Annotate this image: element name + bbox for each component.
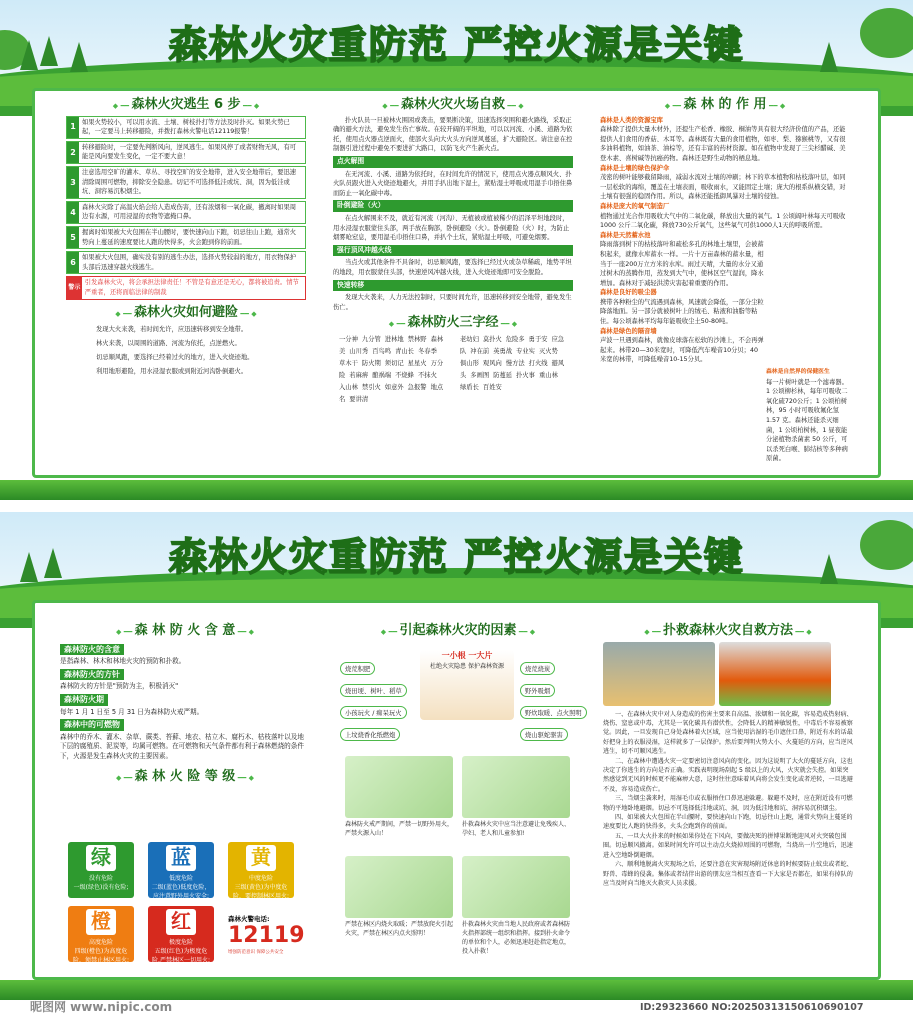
- causes-heading: ◆ ━━ 引起森林火灾的因素 ━━ ◆: [333, 626, 583, 638]
- role-item-title: 森林是土壤的绿色保护伞: [600, 164, 670, 172]
- meaning-item-text: 每年 1 月 1 日至 5 月 31 日为森林防火戒严期。: [60, 707, 204, 716]
- selfsave-section: [333, 98, 573, 406]
- cause-label: 野炊取暖、点火照明: [520, 706, 587, 719]
- escape-step: [66, 201, 306, 224]
- warning-label: 警示: [67, 277, 82, 298]
- fight-paragraph: 一、在森林火灾中对人身造成的伤害主要来自高温、浓烟和一氧化碳，容易造成热射病、烧伤、窒息或中毒，尤其是一氧化碳具有潜伏性，会降低人的精神敏锐性，中毒后不容易被察觉。因此，一旦发现自己身处森林着火区域，应当使用沾湿的毛巾遮住口鼻，附近有水的话最好把身上的衣服浸湿，这样就多了一层保护。然后要判明火势大小、火蔓延的方向，应当逆风逃生，切不可顺风逃生。: [603, 710, 853, 756]
- step-text: 注意选用空旷的灌木、草丛、寻找空旷的安全地带，进入安全地带后，要迅速清除周围可燃物，抑除安全隐患。切记不可选择低洼或坑、洞，因为低洼或坑、洞容易沉积烟尘。: [82, 168, 297, 196]
- phone-box: [228, 914, 308, 955]
- selfsave-item-title: 卧倒避险（火）: [333, 200, 573, 212]
- role-item-text: 声波一旦遇到森林，就像皮球落在松软的沙滩上，不会再弹起来。林带20—30米宽时，可降低汽车噪音10分贝；40米宽的林带，可降低噪音10-15分贝。: [600, 337, 764, 364]
- rank-char: 橙: [86, 909, 116, 935]
- cause-illustration: [462, 756, 570, 818]
- step-text: 如果被大火包围，确实没有别的逃生办法，选择火势较弱的地方，用衣物保护头部后迅速穿越火线逃生。: [82, 254, 297, 271]
- page-title: 森林火灾重防范 严控火源是关键: [168, 23, 745, 67]
- phone-note: 增强防范意识 保障公共安全: [228, 950, 284, 955]
- selfsave-item-title: 点火解围: [333, 156, 573, 168]
- causes-center-illustration: [420, 650, 514, 720]
- danger-rank-2: [148, 842, 214, 898]
- role-item-text: 植物通过光合作用吸收大气中的二氧化碳，释放出大量的氧气。1 公顷阔叶林每天可吸收 1000 公斤二氧化碳，释放730公斤氧气，这些氧气可供1000人1天的呼吸所需。: [600, 212, 846, 230]
- escape-illustration: [719, 642, 831, 706]
- watermark-site: 昵图网 www.nipic.com: [30, 1000, 173, 1014]
- selfsave-item-title: 强行顶风冲越火线: [333, 245, 573, 257]
- fight-paragraph: 五、一旦大火扑来的时候如果你处在下风向，要做决死的拼博果断地迎风对火突破包围圈。切忌顺风撤离。如果时间允许可以主动点火烧掉周围的可燃物，当烧出一片空地后，迅速进入空地卧倒避烟。: [603, 832, 853, 859]
- meaning-item-text: 森林防火的方针是"预防为主，积极消灭": [60, 682, 179, 691]
- step-number: 5: [67, 227, 79, 248]
- meaning-items: [60, 642, 310, 762]
- board-footer: [0, 980, 913, 1000]
- step-number: 6: [67, 252, 79, 273]
- avoid-line: 发现大火来袭，若时间允许，应迅速转移到安全地带。: [96, 326, 248, 334]
- causes-section: [333, 624, 583, 642]
- fight-illustrations: [603, 642, 853, 706]
- step-text: 如果火势较小，可以用水流、土壤、树枝扑打等方法及时扑灭。如果火势已起，一定要马上转移避险，并拨打森林火警电话12119报警！: [82, 118, 290, 136]
- meaning-item-title: 森林中的可燃物: [60, 719, 124, 731]
- step-number: 2: [67, 142, 79, 163]
- escape-step: [66, 251, 306, 274]
- role-item-text: 森林除了提供大量木材外，还提生产松香、橡胶、桐油等具有很大经济价值的产品，还能提供人们食用的香菇、木耳等。森林既有大量的食用植物，如枣、梨、猕猴桃等，又有很多油料植物，如油茶、油棕等，还有丰富的药材资源。如在植物中发现了三尖杉醋碱、美登木素、喜树碱等抗癌药物。森林还是野生动物的栖息地。: [600, 126, 846, 162]
- cause-caption: 扑救森林火灾中应当注意避让免残疾人、孕妇、老人和儿童参加!: [462, 821, 571, 837]
- fight-paragraphs: [603, 710, 853, 889]
- avoid-heading: ◆ ━━ 森林火灾如何避险 ━━ ◆: [66, 308, 306, 320]
- board-top: [0, 0, 913, 500]
- danger-rank-3: [228, 842, 294, 898]
- fight-paragraph: 六、顺利地脱离火灾现场之后，还要注意在灾害现场附近休息的时候要防止蚊虫或者蛇、野兽、毒蜂的侵袭。集体或者结伴出游的朋友应当相互查看一下大家是否都在，如果有掉队的应当及时向当地灭火救灾人员求援。: [603, 861, 853, 887]
- role-item-text: 携带各种粉尘的气流遇到森林，风速就会降低，一部分尘粒降落地面。另一部分就被树叶上的绒毛、粘液和油脂等粘住。每公顷森林平均每年能吸收尘土50-80吨。: [600, 298, 764, 326]
- selfsave-items: [333, 156, 573, 312]
- board-footer: [0, 480, 913, 500]
- cause-illustration: [345, 756, 453, 818]
- jing-body: [333, 334, 573, 406]
- step-number: 1: [67, 117, 79, 138]
- rank-desc: 三级(黄色)为中度危险，要控制林区用火;: [232, 884, 290, 900]
- danger-rank-5: [148, 906, 214, 962]
- fight-paragraph: 四、如果被大火包围在半山腰时，要快速向山下跑，切忌往山上跑，通常火势向上蔓延的速度要比人跑的快得多，火头会跑到你的前面。: [603, 814, 853, 831]
- step-text: 转移避险时，一定要先判断风向，逆风逃生。如果风停了或者财物无风，有可能是风向要发生变化，一定不要大意！: [82, 143, 297, 161]
- avoid-list: [66, 323, 306, 379]
- rank-char: 红: [166, 909, 196, 935]
- rank-char: 蓝: [166, 845, 196, 871]
- warning-box: [66, 276, 306, 299]
- avoid-line: 切忌顺风跑，要选择已经着过火的地方，进入火烧迹地。: [96, 354, 254, 362]
- meaning-item-text: 森林中的乔木、灌木、杂草、蕨类、苔藓、地衣、枯立木、腐朽木、枯枝落叶以及地下层的腐殖质、泥炭等，均属可燃物。在可燃物和天气条件都有利于森林燃烧的条件下，火源是发生森林火灾的主要因素。: [60, 732, 304, 760]
- cause-label: 烧荒积肥: [340, 662, 375, 675]
- fight-paragraph: 三、当烟尘袭来时，用湿毛巾或衣服捂住口鼻迅速躲避。躲避不及时，应在附近没有可燃物的平地卧地避烟。切忌不可选择低洼地或坑、洞，因为低洼地和坑、洞容易沉积烟尘。: [603, 795, 853, 812]
- rank-desc: 四级(橙色)为高度危险，须禁止林区用火;: [72, 948, 130, 964]
- selfsave-item-text: 在点火解围来不及，就近有河流（河沟）、无植被或植被稀少的沼泽平坦地段时，用水浸湿衣服蒙住头部，两手放在胸部，卧倒避险（火）。卧倒避险（火）时，为防止烟雾呛窒息，要用湿毛巾捂住口鼻，并扒个土坑，紧贴湿土呼吸，可避免烟雾。: [333, 214, 570, 242]
- step-number: 3: [67, 167, 79, 198]
- firefighter-illustration: [603, 642, 715, 706]
- danger-rank-1: [68, 842, 134, 898]
- role-item-title: 森林是人类的资源宝库: [600, 116, 663, 124]
- role-item-title: 森林是庞大的氧气制造厂: [600, 202, 670, 210]
- jing-col: 一分神 九分管 进林地 禁林野 森林美 山川秀 百鸟鸣 青山长 冬春季 草木干 防火期 须切记 星星火 万分险 若麻痹 酿祸端 不烧蜂 不抹火 入山林 禁引火 如意外 急报警 地点名 要讲清: [339, 335, 444, 403]
- jing-heading: ◆ ━━ 森林防火三字经 ━━ ◆: [333, 318, 573, 330]
- rank-title: 高度危险: [88, 939, 113, 946]
- cause-label: 烧田埂、树叶、稻草: [340, 684, 407, 697]
- health-box: [766, 368, 850, 464]
- danger-rank-4: [68, 906, 134, 962]
- selfsave-item-text: 发现大火袭来，人力无法控制时，只要时间允许，迅速转移到安全地带，避免发生伤亡。: [333, 294, 572, 311]
- rank-title: 低度危险: [168, 875, 193, 882]
- selfsave-item-text: 在无河流、小溪、道路为依托时，在时间允许的情况下，使用点火器点顺风火、扑火队员跟火进入火烧迹地避火，并用手扒出地下湿土，紧贴湿土呼吸或用湿手巾捂住鼻而防止一氧化碳中毒。: [333, 170, 573, 197]
- selfsave-heading: ◆ ━━ 森林火灾火场自救 ━━ ◆: [333, 100, 573, 112]
- cause-illustration: [462, 856, 570, 918]
- selfsave-item-title: 快速转移: [333, 280, 573, 292]
- meaning-item-title: 森林防火的含意: [60, 644, 124, 656]
- rank-title: 没有危险: [88, 875, 113, 882]
- avoid-line: 林火来袭，以周围的道路、河流为依托，点逆燃火。: [96, 340, 241, 348]
- role-item-title: 森林是良好的吸尘器: [600, 289, 657, 297]
- health-text: 每一片树叶就是一个滤毒器。1 公顷柳杉林，每年可吸收二氧化硫720公斤；1 公顷柏树林，95 小时可吸收氟化氢 1.57 克。森林还能杀灭细菌，1 公顷柏树林，1 昼夜能分泌植物杀菌素 50 公斤，可以杀死白喉、肺结核等多种病原菌。: [766, 378, 848, 463]
- selfsave-intro: 扑火队员一旦被林火围困或袭击，要果断决策，迅速选择突围和避火路线，采取正确的避火方法，避免发生伤亡事故。在较开阔的平坦地，可以以河流、小溪、道路为依托，使用点火器点逆面火，使部火头向大火头方向逆风蔓延，扩大避险区。请注意在控制器引进过程中避免不要进扩大路口，以防飞火产生新火点。: [333, 116, 573, 153]
- phone-number: 12119: [228, 923, 305, 948]
- cause-label: 小孩玩火 / 痴呆玩火: [340, 706, 407, 719]
- meaning-heading: ◆ ━━ 森 林 防 火 含 意 ━━ ◆: [60, 626, 310, 638]
- step-text: 森林火灾除了高温火焰会给人造成伤害，还有浓烟和一氧化碳，撤离时如果周边有水源，可用浸湿的衣物等遮掩口鼻。: [82, 203, 297, 221]
- meaning-item-text: 是指森林、林木和林地火灾的预防和扑救。: [60, 657, 186, 666]
- meaning-item-title: 森林防火的方针: [60, 669, 124, 681]
- escape-step: [66, 226, 306, 249]
- selfsave-item-text: 当点火或其他条件不具备时，切忌顺风跑，要选择已经过火或杂草稀疏，地势平坦的地段，用衣服蒙住头部，快速逆风冲越火线，进入火烧迹地即可安全脱险。: [333, 259, 572, 276]
- cause-illustration: [345, 856, 453, 918]
- escape-step: [66, 141, 306, 164]
- step-number: 4: [67, 202, 79, 223]
- cause-label: 烧荒烧炭: [520, 662, 555, 675]
- cause-label: 野外吸烟: [520, 684, 555, 697]
- phone-label: 森林火警电话:: [228, 915, 270, 923]
- escape-heading: ◆ ━━ 森林火灾逃生 6 步 ━━ ◆: [66, 100, 306, 112]
- rank-title: 中度危险: [248, 875, 273, 882]
- meaning-section: [60, 624, 310, 787]
- warning-text: 引发森林火灾，将会承担法律责任！不管是有意还是无心，都将被追责。情节严重者，还将面临法律的制裁: [84, 279, 299, 296]
- fight-section: [603, 624, 853, 888]
- page-title: 森林火灾重防范 严控火源是关键: [168, 535, 745, 579]
- cause-label: 烧山驱蛇驱害: [520, 728, 568, 741]
- watermark-id: ID:29323660 NO:20250313150610690107: [640, 1002, 864, 1013]
- role-section: [600, 97, 850, 463]
- escape-step: [66, 116, 306, 139]
- health-heading: 森林是自然界的保健医生: [766, 369, 830, 375]
- fight-heading: ◆ ━━ 扑救森林火灾自救方法 ━━ ◆: [603, 626, 853, 638]
- fight-paragraph: 二、在森林中遭遇火灾一定要密切注意风向的变化。因为这说明了大火的蔓延方向，这也决定了你逃生的方向是否正确。实践表明现场刮起 5 级以上的大风，火灾就会失控。如果突然感觉到无风的时候更不能麻痹大意，这时往往意味着风向将会发生变化或者逆转，一旦逃避不及，容易造成伤亡。: [603, 757, 853, 793]
- rank-char: 黄: [246, 845, 276, 871]
- cause-caption: 严禁在林区内烧火取暖；严禁放爬火引起火灾，严禁在林区内点火照明！: [345, 921, 454, 937]
- step-text: 握离时如果被大火包围在半山腰时，要快速向山下跑，切忌往山上跑，通常火势向上蔓延的速度要比人跑的快得多，火会跑到你的前面。: [82, 228, 297, 246]
- causes-center-title: 一小根 一大片: [441, 651, 493, 660]
- causes-center-sub: 杜绝火灾隐患 保护森林资源: [430, 663, 504, 670]
- role-item-text: 降雨落到树下的枯枝落叶和疏松多孔的林地土壤里，会被蓄积起来，就像水库蓄水一样。一片十万亩森林的蓄水量，相当于一座200万立方米的水库。雨过天晴，大量的水分又通过树木的蒸腾作用，蒸发到大气中，使林区空气湿润，降水增加。森林对于减轻洪涝灾害起着重要的作用。: [600, 241, 764, 287]
- role-item-title: 森林是绿色的隔音墙: [600, 327, 657, 335]
- rank-desc: 五级(红色)为极度危险,严禁林区一切用火;: [152, 948, 210, 964]
- role-items: [600, 116, 850, 365]
- cause-caption: 森林防火戒严期间，严禁一切野外用火，严禁火源入山！: [345, 821, 454, 837]
- rank-title: 极度危险: [168, 939, 193, 946]
- escape-step: [66, 166, 306, 199]
- role-heading: ◆ ━━ 森 林 的 作 用 ━━ ◆: [600, 100, 850, 112]
- role-item-title: 森林是天然蓄水池: [600, 231, 651, 239]
- rank-desc: 二级(蓝色)低度危险，应注意野外用火安全;: [151, 884, 211, 900]
- jing-col: 老幼妇 莫扑火 危险多 勇于安 应急队 冲在前 英勇战 专业实 灭火势 俱山形 观风向 慢方法 打火线 避风头 多画图 防蔓延 扑火事 重山林 绿盾长 百姓安: [460, 335, 565, 391]
- rank-char: 绿: [86, 845, 116, 871]
- avoid-line: 利用地形避险，用水浸湿衣服或到附近河沟卧倒避火。: [96, 368, 248, 376]
- cause-label: 上坟烧香化纸燃炮: [340, 728, 400, 741]
- rank-desc: 一级(绿色)没有危险;: [73, 884, 129, 891]
- escape-steps: [66, 116, 306, 275]
- cause-caption: 扑救森林火灾由当地人民政府或者森林防火指挥部统一组织和指挥。接到扑火命令的单位和个人，必须迅速赶赴指定地点，投入扑救！: [462, 921, 571, 955]
- role-item-text: 茂密的树叶能够截留降雨，减弱水流对土壤的冲刷；林下的草本植物和枯枝落叶层，如同一层松软的海绵，覆盖在土壤表面，吸收雨水，又能固定土壤；庞大的根系纵横交错，对土壤有很强的稳固作用。所以，森林还能抵御风暴对土壤的侵蚀。: [600, 174, 846, 201]
- board-bottom: [0, 512, 913, 1000]
- escape-section: [66, 98, 306, 379]
- danger-heading: ◆ ━━ 森 林 火 险 等 级 ━━ ◆: [60, 772, 310, 784]
- meaning-item-title: 森林防火期: [60, 694, 108, 706]
